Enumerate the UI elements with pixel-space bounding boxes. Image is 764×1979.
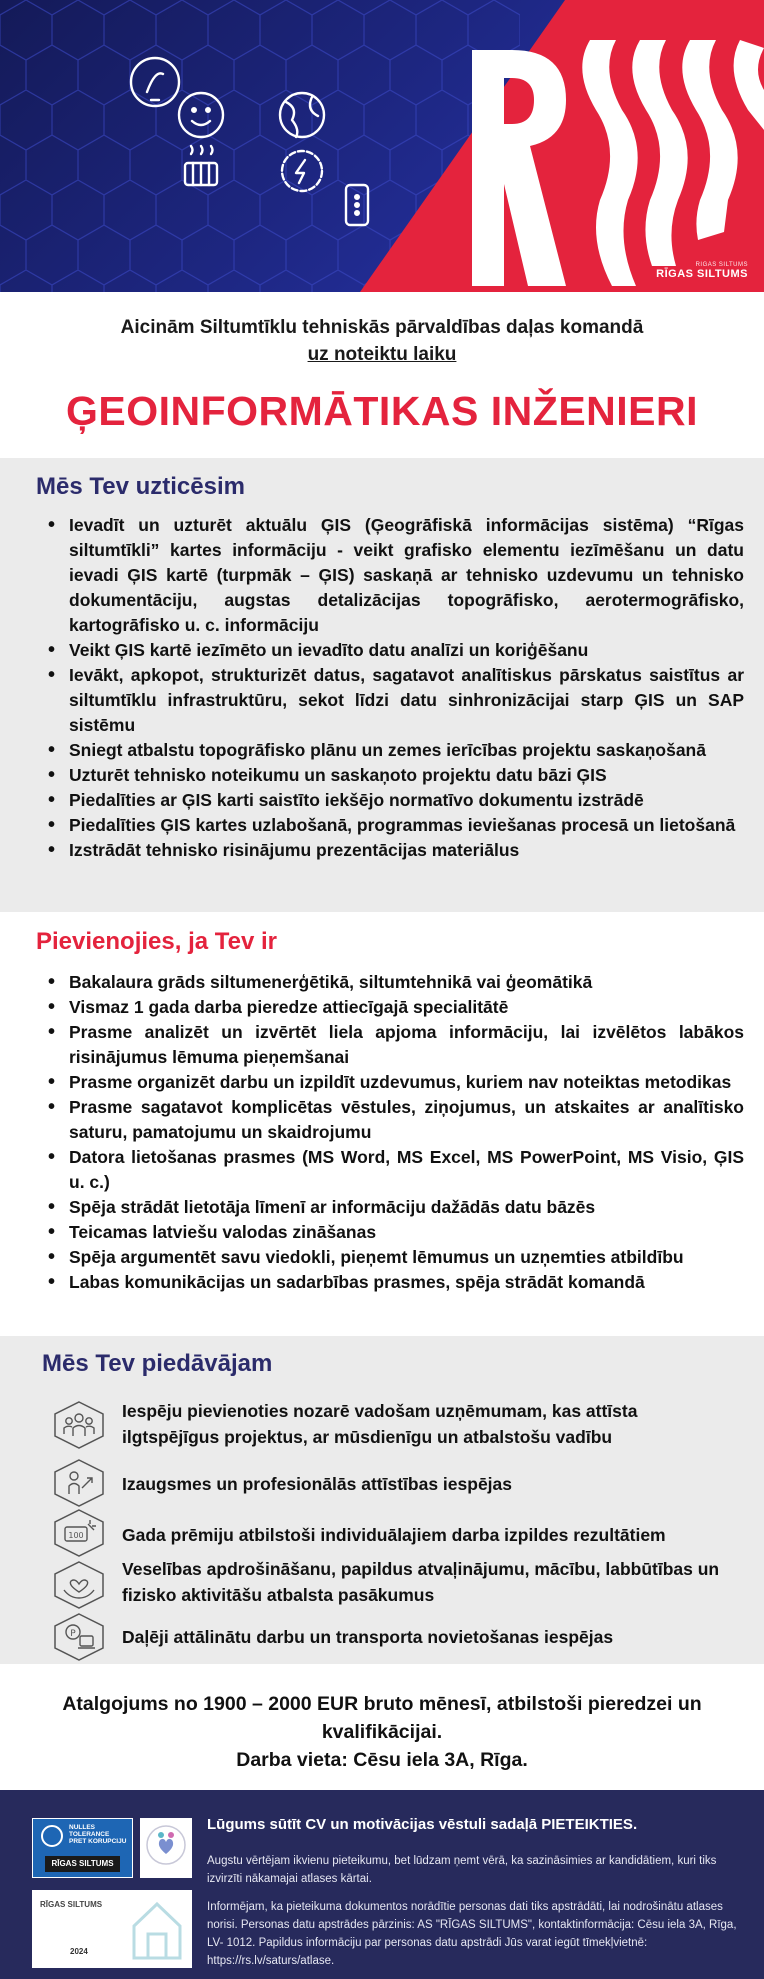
offer-text: Daļēji attālinātu darbu un transporta novietošanas iespējas (122, 1627, 614, 1647)
footer (0, 1790, 764, 1979)
svg-text:P: P (70, 1629, 76, 1639)
intro-line-1: Aicinām Siltumtīklu tehniskās pārvaldības daļas komandā (120, 317, 644, 338)
salary-line: kvalifikācijai. (321, 1721, 443, 1743)
list-item: • Sniegt atbalstu topogrāfisko plānu un zemes ierīcības projektu saskaņošanā (48, 738, 744, 763)
team-icon (52, 1400, 106, 1450)
badge-text: NULLES TOLERANCE PRET KORUPCIJU (69, 1824, 127, 1845)
family-friendly-icon (140, 1818, 192, 1878)
bonus-icon (52, 1508, 106, 1558)
list-item: • Spēja argumentēt savu viedokli, pieņemt lēmumus un uzņemties atbildību (48, 1245, 744, 1270)
svg-text:100: 100 (68, 1531, 84, 1540)
footer-paragraph-2: Informējam, ka pieteikuma dokumentos norādītie personas dati tiks apstrādāti, lai nodrošinātu atlases norisi. Personas datu apstrādes pārzinis: AS "RĪGAS SILTUMS", kontaktinformācija: Cēsu iela 3A, Rīga, LV- 1012. Papildus informāciju par personas datu apstrādi Jūs varat iegūt tīmekļvietnē: https://rs.lv/saturs/atlase. (207, 1901, 737, 1967)
brand-sub: RĪGAS SILTUMS (695, 262, 748, 268)
intro-line-2: uz noteiktu laiku (307, 344, 457, 365)
list-item: • Vismaz 1 gada darba pieredze attiecīgajā specialitātē (48, 995, 744, 1020)
header-banner (0, 0, 764, 292)
offer-title: Mēs Tev piedāvājam (42, 1350, 273, 1377)
footer-paragraph-1: Augstu vērtējam ikvienu pieteikumu, bet lūdzam ņemt vērā, ka sazināsimies ar kandidātiem, kuri tiks izvirzīti nākamajai atlases kārtai. (207, 1855, 717, 1885)
list-item: • Ievākt, apkopot, strukturizēt datus, sagatavot analītiskus pārskatus saistītus ar siltumtīklu infrastruktūru, sekot līdzi datu sinhronizācijai starp ĢIS un SAP sistēmu (48, 663, 744, 738)
offer-text: fizisko aktivitāšu atbalsta pasākumus (122, 1585, 435, 1605)
footer-heading: Lūgums sūtīt CV un motivācijas vēstuli sadaļā PIETEIKTIES. (207, 1816, 638, 1833)
offer-text: Veselības apdrošināšanu, papildus atvaļinājumu, mācību, labbūtības un (122, 1559, 720, 1579)
intro (0, 314, 764, 435)
brand-small-logo (656, 262, 748, 280)
zero-tolerance-badge (32, 1818, 133, 1878)
offer-text: Gada prēmiju atbilstoši individuālajiem darba izpildes rezultātiem (122, 1525, 666, 1545)
offer-text: Iespēju pievienoties nozarē vadošam uzņēmumam, kas attīsta (122, 1401, 638, 1421)
list-item: • Piedalīties ĢIS kartes uzlabošanā, programmas ieviešanas procesā un lietošanā (48, 813, 744, 838)
list-item: • Prasme organizēt darbu un izpildīt uzdevumus, kuriem nav noteiktas metodikas (48, 1070, 744, 1095)
trust-title: Mēs Tev uzticēsim (36, 473, 245, 500)
offer-section (0, 1336, 764, 1664)
list-item: • Datora lietošanas prasmes (MS Word, MS Excel, MS PowerPoint, MS Visio, ĢIS u. c.) (48, 1145, 744, 1195)
workplace-line: Darba vieta: Cēsu iela 3A, Rīga. (236, 1749, 528, 1771)
list-item: • Ievadīt un uzturēt aktuālu ĢIS (Ģeogrāfiskā informācijas sistēma) “Rīgas siltumtīkli” kartes informāciju - veikt grafisko elementu iezīmēšanu un datu ievadi ĢIS kartē (turpmāk – ĢIS) saskaņā ar tehnisko uzdevumu un tehnisko dokumentāciju, augstas detalizācijas topogrāfisko, aerotermogrāfisko, kartogrāfisko u. c. informāciju (48, 513, 744, 638)
badge-company: RĪGAS SILTUMS (45, 1856, 120, 1872)
award-company: RĪGAS SILTUMS (40, 1900, 103, 1909)
offer-item (52, 1612, 742, 1662)
award-year: 2024 (70, 1947, 88, 1956)
award-badge (140, 1818, 192, 1878)
house-icon (128, 1896, 186, 1962)
join-section (0, 912, 764, 1336)
offer-item (52, 1552, 742, 1608)
list-item: • Prasme sagatavot komplicētas vēstules, ziņojumus, un atskaites ar analītisko saturu, pamatojumu un skaidrojumu (48, 1095, 744, 1145)
employer-award-badge (32, 1890, 192, 1968)
badge-emblem-icon (41, 1825, 63, 1847)
health-icon (52, 1560, 106, 1610)
offer-text: ilgtspējīgus projektus, ar mūsdienīgu un atbalstošu vadību (122, 1427, 613, 1447)
brand-name: RĪGAS SILTUMS (656, 268, 748, 280)
brand-red-panel (0, 0, 764, 292)
salary-block (0, 1690, 764, 1774)
list-item: • Veikt ĢIS kartē iezīmēto un ievadīto datu analīzi un koriģēšanu (48, 638, 744, 663)
remote-parking-icon (52, 1612, 106, 1662)
join-title: Pievienojies, ja Tev ir (36, 928, 278, 955)
trust-list (0, 513, 764, 863)
offer-item (52, 1398, 742, 1454)
offer-item (52, 1500, 742, 1552)
offer-text: Izaugsmes un profesionālās attīstības iespējas (122, 1474, 512, 1494)
salary-line: Atalgojums no 1900 – 2000 EUR bruto mēnesī, atbilstoši pieredzei un (62, 1693, 702, 1715)
list-item: • Uzturēt tehnisko noteikumu un saskaņoto projektu datu bāzi ĢIS (48, 763, 744, 788)
list-item: • Piedalīties ar ĢIS karti saistīto iekšējo normatīvo dokumentu izstrādē (48, 788, 744, 813)
join-list (0, 970, 764, 1295)
list-item: • Prasme analizēt un izvērtēt liela apjoma informāciju, lai izvēlētos labākos risinājumus lēmuma pieņemšanai (48, 1020, 744, 1070)
list-item: • Teicamas latviešu valodas zināšanas (48, 1220, 744, 1245)
list-item: • Labas komunikācijas un sadarbības prasmes, spēja strādāt komandā (48, 1270, 744, 1295)
trust-section (0, 458, 764, 912)
list-item: • Izstrādāt tehnisko risinājumu prezentācijas materiālus (48, 838, 744, 863)
list-item: • Bakalaura grāds siltumenerģētikā, siltumtehnikā vai ģeomātikā (48, 970, 744, 995)
list-item: • Spēja strādāt lietotāja līmenī ar informāciju dažādās datu bāzēs (48, 1195, 744, 1220)
job-title: ĢEOINFORMĀTIKAS INŽENIERI (65, 388, 699, 434)
